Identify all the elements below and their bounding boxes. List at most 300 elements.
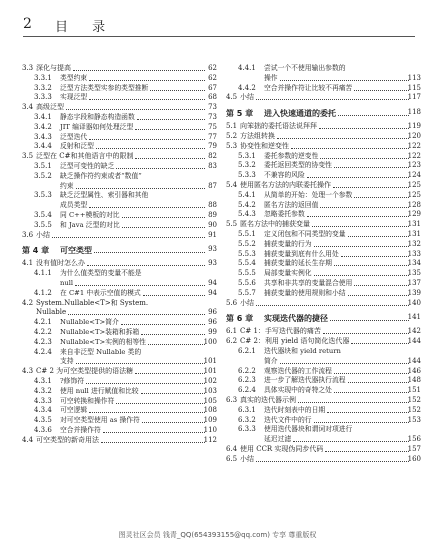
toc-entry-number: 3.5.5 bbox=[34, 220, 52, 229]
dot-leader bbox=[89, 412, 205, 413]
dot-leader bbox=[307, 177, 409, 178]
dot-leader bbox=[142, 422, 205, 423]
toc-entry bbox=[22, 231, 217, 241]
toc-entry-title: 方法组转换 bbox=[240, 131, 275, 140]
toc-page-number: 125 bbox=[407, 180, 421, 189]
dot-leader bbox=[334, 392, 409, 393]
toc-entry-number: 4.1.2 bbox=[34, 288, 52, 297]
toc-entry-number: 6.2.1 bbox=[238, 346, 256, 355]
dot-leader bbox=[325, 451, 409, 452]
toc-entry-number: 4.2.3 bbox=[34, 337, 52, 346]
toc-entry-number: 5.5.7 bbox=[238, 288, 256, 297]
toc-entry-title: 委托参数的逆变性 bbox=[264, 151, 319, 160]
toc-entry-title: 捕获变量的行为 bbox=[264, 239, 312, 248]
toc-page-number: 124 bbox=[407, 171, 421, 180]
dot-leader bbox=[348, 295, 409, 296]
toc-entry-title: 观察迭代器的工作流程 bbox=[264, 366, 332, 375]
toc-entry-number: 5.1 bbox=[226, 122, 238, 131]
toc-entry-title: 真实的迭代器示例 bbox=[240, 395, 296, 404]
toc-entry bbox=[22, 123, 217, 133]
toc-entry-title: ?修饰符 bbox=[60, 376, 85, 385]
toc-entry-number: 5.5.2 bbox=[238, 239, 256, 248]
toc-entry-title: 成员类型 bbox=[60, 201, 88, 210]
dot-leader bbox=[52, 237, 205, 238]
toc-entry-title: 同 C++模板的对比 bbox=[60, 210, 120, 219]
toc-page-number: 77 bbox=[208, 132, 217, 141]
toc-page-number: 144 bbox=[407, 337, 421, 346]
toc-entry-number: 4.2.1 bbox=[34, 318, 52, 327]
dot-leader bbox=[333, 187, 409, 188]
toc-entry bbox=[226, 240, 421, 250]
toc-left-column bbox=[22, 64, 217, 445]
toc-entry bbox=[22, 338, 217, 348]
toc-entry-title: 可空类型 bbox=[60, 246, 92, 256]
toc-entry-title: 小结 bbox=[240, 298, 254, 307]
toc-page-number: 152 bbox=[407, 405, 421, 414]
toc-page-number: 152 bbox=[407, 395, 421, 404]
dot-leader bbox=[89, 99, 205, 100]
dot-leader bbox=[73, 70, 205, 71]
toc-entry-title: 小结 bbox=[36, 230, 50, 239]
toc-entry bbox=[22, 259, 217, 269]
toc-entry-number: 第 5 章 bbox=[226, 109, 254, 119]
toc-entry-number: 3.3.2 bbox=[34, 83, 52, 92]
toc-page-number: 146 bbox=[407, 366, 421, 375]
toc-entry bbox=[226, 347, 421, 357]
toc-entry-number: 4.3.6 bbox=[34, 425, 52, 434]
toc-entry bbox=[226, 386, 421, 396]
toc-entry bbox=[22, 406, 217, 416]
toc-entry-title: 为什么值类型的变量不能是 bbox=[60, 269, 142, 278]
toc-entry-number: 3.5.1 bbox=[34, 161, 52, 170]
dot-leader bbox=[277, 138, 409, 139]
toc-entry bbox=[226, 84, 421, 94]
toc-entry-title: 忽略委托参数 bbox=[264, 210, 305, 219]
toc-entry bbox=[22, 416, 217, 426]
toc-page-number: 87 bbox=[208, 181, 217, 190]
toc-page-number: 122 bbox=[407, 151, 421, 160]
dot-leader bbox=[348, 382, 409, 383]
toc-entry bbox=[226, 230, 421, 240]
toc-entry-title: 静态字段和静态构造函数 bbox=[60, 112, 135, 121]
toc-page-number: 148 bbox=[407, 376, 421, 385]
toc-entry-title: 使用迭代器块和谓词对项进行 bbox=[264, 425, 353, 434]
toc-page-number: 144 bbox=[407, 356, 421, 365]
toc-page-number: 93 bbox=[208, 259, 217, 268]
toc-entry-title: 高级泛型 bbox=[36, 103, 64, 112]
toc-entry-title: 具体实现中的奇特之处 bbox=[264, 386, 332, 395]
toc-page-number: 101 bbox=[203, 367, 217, 376]
toc-entry-title: 进入快速通道的委托 bbox=[264, 109, 336, 119]
toc-entry-title: 对可空类型使用 as 操作符 bbox=[60, 416, 140, 425]
toc-entry-number: 3.5.3 bbox=[34, 191, 52, 200]
toc-entry bbox=[226, 279, 421, 289]
toc-entry bbox=[22, 269, 217, 279]
toc-entry-number: 6.5 bbox=[226, 454, 238, 463]
dot-leader bbox=[280, 80, 409, 81]
toc-entry bbox=[226, 445, 421, 455]
toc-entry bbox=[22, 201, 217, 211]
toc-entry-number: 4.3.2 bbox=[34, 386, 52, 395]
toc-entry bbox=[22, 64, 217, 74]
dot-leader bbox=[103, 432, 205, 433]
dot-leader bbox=[86, 383, 205, 384]
dot-leader bbox=[135, 129, 205, 130]
toc-entry bbox=[22, 74, 217, 84]
toc-entry-title: 没有值时怎么办 bbox=[36, 259, 85, 268]
dot-leader bbox=[141, 334, 205, 335]
dot-leader bbox=[334, 265, 409, 266]
toc-page-number: 113 bbox=[407, 73, 421, 82]
toc-page-number: 83 bbox=[208, 161, 217, 170]
toc-page-number: 68 bbox=[208, 93, 217, 102]
toc-page-number: 120 bbox=[407, 131, 421, 140]
copyright-footer: 图灵社区会员 钱青_QQ(654393155@qq.com) 专享 尊重版权 bbox=[118, 531, 317, 539]
toc-entry-title: 在 C#1 中表示空值的模式 bbox=[60, 288, 141, 297]
toc-page-number: 100 bbox=[203, 337, 217, 346]
toc-entry-title: 定义闭包和不同类型的变量 bbox=[264, 229, 346, 238]
dot-leader bbox=[338, 115, 409, 116]
toc-entry-title: 委托返回类型的协变性 bbox=[264, 161, 332, 170]
toc-entry bbox=[226, 161, 421, 171]
toc-entry-title: 使用 CCR 实现伪同步代码 bbox=[240, 444, 324, 453]
toc-page-number: 112 bbox=[203, 435, 217, 444]
toc-entry bbox=[226, 396, 421, 406]
toc-entry bbox=[22, 289, 217, 299]
toc-entry bbox=[22, 152, 217, 162]
page-header bbox=[23, 8, 415, 38]
toc-entry bbox=[226, 191, 421, 201]
toc-entry bbox=[226, 250, 421, 260]
toc-page-number: 131 bbox=[407, 229, 421, 238]
toc-entry-title: 匿名方法的返回值 bbox=[264, 200, 319, 209]
page-number: 2 bbox=[23, 16, 32, 32]
toc-entry-number: 5.5.4 bbox=[238, 259, 256, 268]
toc-page-number: 110 bbox=[203, 425, 217, 434]
toc-entry-number: 6.2 bbox=[226, 337, 238, 346]
toc-page-number: 153 bbox=[407, 415, 421, 424]
toc-entry-title: 来自非泛型 Nullable 类的 bbox=[60, 347, 142, 356]
dot-leader bbox=[76, 188, 205, 189]
toc-entry-number: 5.3.3 bbox=[238, 171, 256, 180]
toc-entry-title: 可空逻辑 bbox=[60, 406, 88, 415]
toc-entry bbox=[226, 171, 421, 181]
toc-page-number: 62 bbox=[208, 64, 217, 72]
toc-entry-title: C# 1：手写迭代器的痛苦 bbox=[240, 327, 321, 336]
dot-leader bbox=[354, 90, 409, 91]
toc-entry-number: 6.2.4 bbox=[238, 386, 256, 395]
dot-leader bbox=[135, 158, 205, 159]
toc-entry-title: 不兼容的风险 bbox=[264, 171, 305, 180]
toc-entry bbox=[226, 337, 421, 347]
toc-page-number: 156 bbox=[407, 435, 421, 444]
toc-entry-title: 小结 bbox=[240, 454, 254, 463]
toc-page-number: 137 bbox=[407, 278, 421, 287]
toc-entry-title: 向笨拙的委托语法说拜拜 bbox=[240, 122, 317, 131]
toc-page-number: 105 bbox=[203, 396, 217, 405]
dot-leader bbox=[116, 168, 205, 169]
dot-leader bbox=[141, 393, 205, 394]
toc-entry-title: 捕获变量到底有什么用处 bbox=[264, 249, 339, 258]
toc-entry-number: 3.4.3 bbox=[34, 132, 52, 141]
toc-entry-number: 4.3.5 bbox=[34, 416, 52, 425]
dot-leader bbox=[150, 90, 205, 91]
toc-page-number: 93 bbox=[208, 245, 217, 254]
dot-leader bbox=[348, 236, 409, 237]
toc-entry bbox=[22, 299, 217, 309]
toc-entry bbox=[22, 367, 217, 377]
toc-entry-number: 4.2 bbox=[22, 298, 34, 307]
toc-entry-number: 6.2.2 bbox=[238, 366, 256, 375]
toc-page-number: 134 bbox=[407, 259, 421, 268]
toc-entry bbox=[226, 181, 421, 191]
toc-entry-title: Nullable<T>装箱和拆箱 bbox=[60, 327, 140, 336]
toc-entry bbox=[226, 327, 421, 337]
toc-entry-title: 缺乏操作符约束或者“数值” bbox=[60, 171, 142, 180]
toc-entry bbox=[22, 162, 217, 172]
toc-chapter-entry bbox=[226, 308, 421, 327]
toc-entry-title: 约束 bbox=[60, 181, 74, 190]
toc-chapter-entry bbox=[22, 240, 217, 259]
dot-leader bbox=[298, 402, 409, 403]
dot-leader bbox=[256, 305, 409, 306]
toc-entry-title: Nullable<T>简介 bbox=[60, 318, 119, 327]
toc-entry-title: null bbox=[60, 278, 74, 287]
dot-leader bbox=[122, 217, 205, 218]
toc-page-number: 99 bbox=[208, 327, 217, 336]
dot-leader bbox=[137, 119, 205, 120]
dot-leader bbox=[341, 256, 409, 257]
toc-entry-title: 泛型方法类型实参的类型推断 bbox=[60, 83, 149, 92]
toc-page-number: 151 bbox=[407, 386, 421, 395]
dot-leader bbox=[116, 403, 205, 404]
dot-leader bbox=[330, 320, 409, 321]
toc-entry-number: 6.1 bbox=[226, 327, 238, 336]
toc-entry bbox=[226, 299, 421, 309]
toc-page-number: 62 bbox=[208, 73, 217, 82]
toc-entry-number: 第 6 章 bbox=[226, 314, 254, 324]
toc-entry-title: 深化与提高 bbox=[36, 64, 71, 72]
toc-entry bbox=[22, 348, 217, 358]
toc-page-number: 129 bbox=[407, 210, 421, 219]
toc-entry-title: C# 2：利用 yield 语句简化迭代器 bbox=[240, 337, 350, 346]
toc-entry-number: 4.3 bbox=[22, 367, 34, 376]
toc-entry bbox=[22, 84, 217, 94]
toc-entry-number: 4.2.2 bbox=[34, 327, 52, 336]
dot-leader bbox=[75, 285, 205, 286]
toc-entry bbox=[226, 74, 421, 84]
dot-leader bbox=[256, 99, 409, 100]
dot-leader bbox=[319, 128, 409, 129]
toc-entry-number: 4.3.1 bbox=[34, 376, 52, 385]
toc-entry bbox=[226, 201, 421, 211]
toc-page-number: 101 bbox=[203, 357, 217, 366]
toc-entry-number: 3.4.2 bbox=[34, 122, 52, 131]
dot-leader bbox=[293, 441, 409, 442]
toc-entry-title: 反射和泛型 bbox=[60, 142, 94, 151]
toc-entry-title: 迭代时刻表中的日期 bbox=[264, 405, 326, 414]
dot-leader bbox=[256, 461, 409, 462]
toc-entry-number: 6.3.3 bbox=[238, 425, 256, 434]
dot-leader bbox=[66, 109, 205, 110]
toc-entry-number: 第 4 章 bbox=[22, 246, 50, 256]
toc-page-number: 89 bbox=[208, 210, 217, 219]
toc-entry-number: 5.5.1 bbox=[238, 229, 256, 238]
toc-entry bbox=[22, 142, 217, 152]
toc-entry-number: 3.4.4 bbox=[34, 142, 52, 151]
toc-page-number: 103 bbox=[203, 386, 217, 395]
toc-page-number: 115 bbox=[407, 83, 421, 92]
toc-entry-number: 3.3.1 bbox=[34, 73, 52, 82]
toc-entry bbox=[226, 220, 421, 230]
toc-entry bbox=[22, 113, 217, 123]
toc-entry-title: 缺乏泛型属性、索引器和其他 bbox=[60, 191, 149, 200]
toc-page-number: 128 bbox=[407, 200, 421, 209]
toc-entry-number: 3.4.1 bbox=[34, 112, 52, 121]
dot-leader bbox=[135, 373, 205, 374]
toc-page-number: 82 bbox=[208, 152, 217, 161]
toc-page-number: 88 bbox=[208, 201, 217, 210]
dot-leader bbox=[68, 314, 205, 315]
toc-entry bbox=[22, 426, 217, 436]
toc-entry bbox=[22, 377, 217, 387]
toc-entry bbox=[22, 133, 217, 143]
dot-leader bbox=[307, 216, 409, 217]
toc-page-number: 131 bbox=[407, 220, 421, 229]
toc-entry bbox=[226, 425, 421, 435]
toc-entry-title: 使用 null 进行赋值和比较 bbox=[60, 386, 139, 395]
toc-entry-title: 捕获变量的使用规则和小结 bbox=[264, 288, 346, 297]
toc-entry-number: 4.4 bbox=[22, 435, 34, 444]
toc-entry bbox=[226, 269, 421, 279]
toc-entry bbox=[22, 387, 217, 397]
toc-page-number: 94 bbox=[208, 288, 217, 297]
toc-entry bbox=[226, 289, 421, 299]
toc-page-number: 109 bbox=[203, 416, 217, 425]
toc-entry-number: 5.4.1 bbox=[238, 190, 256, 199]
toc-page-number: 73 bbox=[208, 103, 217, 112]
toc-entry-number: 5.5.5 bbox=[238, 269, 256, 278]
toc-entry-number: 3.6 bbox=[22, 230, 34, 239]
dot-leader bbox=[354, 285, 409, 286]
toc-entry-title: 从简单的开始：处理一个参数 bbox=[264, 190, 353, 199]
toc-entry bbox=[22, 221, 217, 231]
toc-entry bbox=[226, 64, 421, 74]
toc-entry-title: 类型约束 bbox=[60, 73, 88, 82]
dot-leader bbox=[76, 363, 205, 364]
toc-page-number: 96 bbox=[208, 308, 217, 317]
toc-entry-title: 泛型可变性的缺乏 bbox=[60, 161, 115, 170]
toc-page-number: 102 bbox=[203, 376, 217, 385]
toc-entry-title: JIT 编译器如何处理泛型 bbox=[60, 122, 134, 131]
toc-entry bbox=[226, 152, 421, 162]
toc-entry-number: 5.3.1 bbox=[238, 151, 256, 160]
toc-entry bbox=[226, 357, 421, 367]
toc-entry-title: 空合并操作符 bbox=[60, 425, 101, 434]
toc-entry-number: 5.4.3 bbox=[238, 210, 256, 219]
toc-entry bbox=[226, 435, 421, 445]
toc-page-number: 157 bbox=[407, 444, 421, 453]
toc-entry-number: 5.5.3 bbox=[238, 249, 256, 258]
toc-entry-title: System.Nullable<T>和 System. bbox=[36, 298, 149, 307]
toc-entry-title: 局部变量实例化 bbox=[264, 269, 312, 278]
toc-entry-title: 简介 bbox=[264, 356, 278, 365]
toc-entry bbox=[22, 357, 217, 367]
toc-entry bbox=[22, 436, 217, 446]
toc-page-number: 119 bbox=[407, 122, 421, 131]
toc-entry-number: 5.5 bbox=[226, 220, 238, 229]
toc-entry bbox=[226, 416, 421, 426]
toc-entry bbox=[22, 182, 217, 192]
toc-page-number: 125 bbox=[407, 190, 421, 199]
toc-page-number: 73 bbox=[208, 112, 217, 121]
toc-page-number: 67 bbox=[208, 83, 217, 92]
toc-entry bbox=[22, 308, 217, 318]
toc-page-number: 123 bbox=[407, 161, 421, 170]
dot-leader bbox=[94, 252, 205, 253]
toc-page-number: 142 bbox=[407, 327, 421, 336]
toc-entry-number: 6.3 bbox=[226, 395, 238, 404]
dot-leader bbox=[87, 265, 205, 266]
toc-entry-title: 小结 bbox=[240, 93, 254, 102]
dot-leader bbox=[280, 363, 409, 364]
toc-entry bbox=[226, 122, 421, 132]
toc-entry bbox=[22, 103, 217, 113]
toc-entry-title: 实现泛型 bbox=[60, 93, 88, 102]
toc-entry-number: 5.4 bbox=[226, 180, 238, 189]
toc-entry-number: 6.3.2 bbox=[238, 415, 256, 424]
toc-entry-title: 操作 bbox=[264, 73, 278, 82]
dot-leader bbox=[354, 197, 409, 198]
toc-entry-title: 实现迭代器的捷径 bbox=[264, 314, 328, 324]
dot-leader bbox=[101, 442, 205, 443]
toc-entry bbox=[226, 210, 421, 220]
dot-leader bbox=[314, 422, 409, 423]
toc-entry-title: 支持 bbox=[60, 357, 74, 366]
toc-page-number: 91 bbox=[208, 230, 217, 239]
toc-entry bbox=[226, 132, 421, 142]
toc-entry-number: 3.3.3 bbox=[34, 93, 52, 102]
dot-leader bbox=[334, 373, 409, 374]
toc-entry bbox=[22, 191, 217, 201]
toc-entry bbox=[22, 318, 217, 328]
toc-page-number: 139 bbox=[407, 288, 421, 297]
toc-entry-title: 空合并操作符让比较不再痛苦 bbox=[264, 83, 353, 92]
toc-entry-title: 可空转换和操作符 bbox=[60, 396, 115, 405]
toc-entry-number: 4.2.4 bbox=[34, 347, 52, 356]
toc-entry-number: 4.3.3 bbox=[34, 396, 52, 405]
dot-leader bbox=[327, 412, 409, 413]
dot-leader bbox=[351, 343, 409, 344]
dot-leader bbox=[89, 80, 205, 81]
toc-entry-title: 共享和非共享的变量混合使用 bbox=[264, 278, 353, 287]
toc-entry-title: 迭代器块和 yield return bbox=[264, 346, 341, 355]
toc-entry-title: Nullable bbox=[36, 308, 67, 317]
toc-entry bbox=[226, 142, 421, 152]
toc-entry-number: 4.1.1 bbox=[34, 269, 52, 278]
toc-entry bbox=[22, 211, 217, 221]
dot-leader bbox=[314, 275, 409, 276]
toc-entry-number: 3.4 bbox=[22, 103, 34, 112]
toc-entry-title: 泛型在 C#和其他语言中的限制 bbox=[36, 152, 134, 161]
toc-page-number: 135 bbox=[407, 269, 421, 278]
toc-page-number: 79 bbox=[208, 142, 217, 151]
toc-page-number: 160 bbox=[407, 454, 421, 463]
toc-chapter-entry bbox=[226, 103, 421, 122]
toc-page-number: 108 bbox=[203, 406, 217, 415]
toc-entry bbox=[226, 455, 421, 465]
toc-entry-number: 5.3 bbox=[226, 141, 238, 150]
